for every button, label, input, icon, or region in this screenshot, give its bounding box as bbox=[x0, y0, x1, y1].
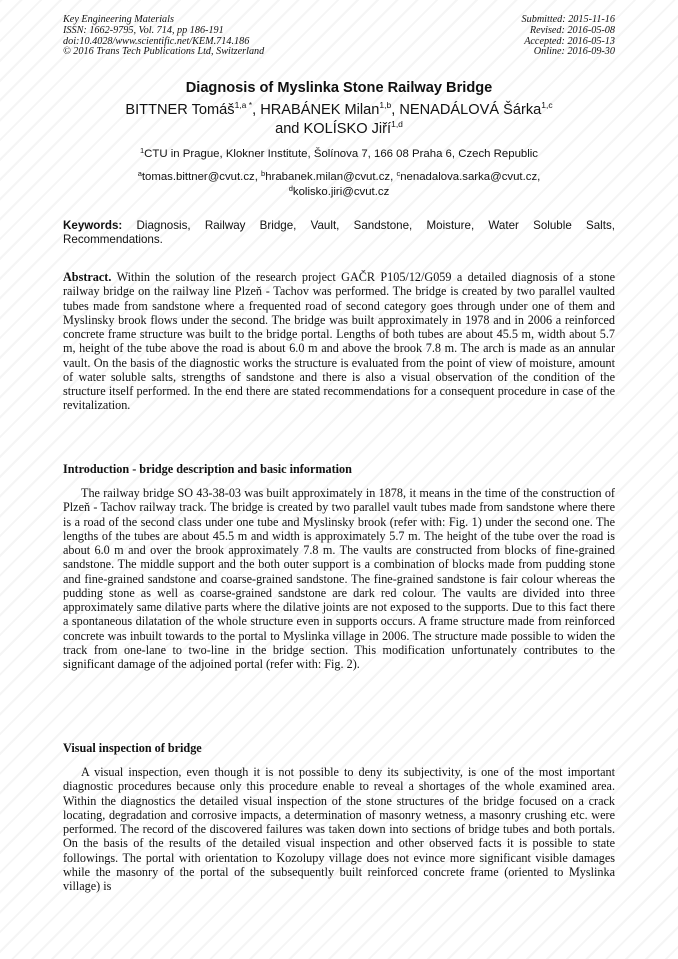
email-line-2 bbox=[0, 185, 678, 200]
affil-mark: 1 bbox=[140, 146, 145, 155]
email-link[interactable]: nenadalova.sarka@cvut.cz, bbox=[400, 171, 541, 183]
abstract-label: Abstract. bbox=[63, 270, 112, 284]
issn-line: ISSN: 1662-9795, Vol. 714, pp 186-191 bbox=[63, 24, 224, 36]
copyright-line: © 2016 Trans Tech Publications Ltd, Switzerland bbox=[63, 46, 265, 58]
keywords-label: Keywords: bbox=[63, 219, 123, 232]
author-name: KOLÍSKO Jiří bbox=[303, 121, 392, 137]
email-mark: a bbox=[137, 169, 142, 178]
email-link[interactable]: tomas.bittner@cvut.cz, bbox=[141, 171, 258, 183]
author-list bbox=[0, 101, 678, 139]
author-affil-mark: 1,a * bbox=[234, 100, 253, 110]
affil-text: CTU in Prague, Klokner Institute, Šolínova 7, 166 08 Praha 6, Czech Republic bbox=[144, 148, 538, 160]
email-line-1 bbox=[0, 170, 678, 185]
doi-line: doi:10.4028/www.scientific.net/KEM.714.186 bbox=[63, 35, 250, 47]
author-line-2 bbox=[0, 120, 678, 139]
email-list bbox=[0, 170, 678, 200]
author-affil-mark: 1,d bbox=[391, 119, 403, 129]
affiliation bbox=[0, 148, 678, 160]
visual-paragraph: A visual inspection, even though it is not possible to deny its subjectivity, is one of the most important diagnostic procedures because only this procedure enable to reveal a shortages of the whole examined area. Within the diagnostics the detailed visual inspection of the stone structures of the bridge focused on a crack locating, degradation and corrosive impacts, a determination of masonry wetness, a masonry crushing etc. were performed. The record of the discovered failures was taken down into sections of bridge tubes and both portals. On the basis of the results of the detailed visual inspection and other observed facts it is possible to state followings. The portal with orientation to Kozolupy village does not evince more significant visible damages while the masonry of the portal of the subsequently built reinforced concrete frame (oriented to Myslinka village) is bbox=[63, 765, 615, 893]
email-link[interactable]: hrabanek.milan@cvut.cz, bbox=[265, 171, 394, 183]
author-affil-mark: 1,b bbox=[379, 100, 392, 110]
author-line-1: BITTNER Tomáš$^{1,a *}$, HRABÁNEK Milan$^{1,b}$, NENADÁLOVÁ Šárka$^{1,c}$ bbox=[125, 100, 553, 118]
author-name: HRABÁNEK Milan bbox=[260, 102, 380, 118]
email-mark: d bbox=[288, 184, 293, 193]
accepted-date: Accepted: 2016-05-13 bbox=[524, 35, 615, 47]
keywords-block bbox=[63, 219, 615, 248]
intro-paragraph: The railway bridge SO 43-38-03 was built approximately in 1878, it means in the time of the construction of Plzeň - Tachov railway track. The bridge is created by two parallel vault tubes made from sandstone where there is a road of the second class under one tube and Myslinsky brook (refer with: Fig. 1) under the second one. The lengths of the tubes are about 45.5 m and width is approximately 5.7 m. The height of the tube over the road is about 6.0 m and over the brook approximately 7.8 m. The vaults are constructed from blocks of fine-grained sandstone. The middle support and the both outer support is a combination of blocks made from pudding stone and fine-grained sandstone and coarse-grained sandstone. The fine-grained sandstone is fair colour whereas the pudding stone as well as coarse-grained sandstone are dark red colour. The vaults are divided into three approximately same dilative parts where the dilative joints are not exposed to the supports. Due to this fact there a spontaneous dilatation of the whole structure even in supports occurs. A frame structure made from reinforced concrete was inbuilt towards to the portal to Myslinka village in 2006. The structure made possible to widen the track from one-lane to two-line in the bridge section. This modification unfortunately contributes to the significant damage of the adjoined portal (refer with: Fig. 2). bbox=[63, 486, 615, 671]
header-dates bbox=[522, 15, 615, 58]
email-link[interactable]: kolisko.jiri@cvut.cz bbox=[292, 186, 390, 198]
paper-title: Diagnosis of Myslinka Stone Railway Bridge bbox=[185, 80, 493, 96]
section-heading-visual: Visual inspection of bridge bbox=[63, 741, 202, 755]
revised-date: Revised: 2016-05-08 bbox=[529, 24, 615, 36]
section-heading-intro: Introduction - bridge description and basic information bbox=[63, 462, 352, 476]
abstract-text: Within the solution of the research project GAČR P105/12/G059 a detailed diagnosis of a stone railway bridge on the railway line Plzeň - Tachov was performed. The bridge is created by two parallel vaulted tubes made from sandstone where a frequented road of second category goes through under one of them and Myslinsky brook flows under the second. The bridge was built approximately in 1978 and in 2006 a reinforced concrete frame structure was built to the bridge portal. Lengths of both tubes are about 45.5 m, width about 5.7 m, height of the tube above the road is about 6.0 m and above the brook 7.8 m. The arch is made as an annular vault. On the basis of the diagnostic works the structure is evaluated from the point of view of moisture, amount of water soluble salts, strengths of sandstone and there is also a visual observation of the condition of the structure itself performed. In the end there are stated recommendations for a consequent procedure in case of the revitalization. bbox=[63, 270, 615, 413]
journal-name: Key Engineering Materials bbox=[63, 14, 174, 25]
author-affil-mark: 1,c bbox=[541, 100, 553, 110]
email-mark: b bbox=[261, 169, 266, 178]
online-date: Online: 2016-09-30 bbox=[533, 46, 615, 58]
keywords-text: Diagnosis, Railway Bridge, Vault, Sandstone, Moisture, Water Soluble Salts, Recommendations. bbox=[63, 219, 615, 247]
header-publication-info bbox=[63, 15, 264, 58]
email-mark: c bbox=[396, 169, 401, 178]
author-and: and bbox=[275, 121, 300, 137]
author-name: NENADÁLOVÁ Šárka bbox=[399, 102, 542, 118]
submitted-date: Submitted: 2015-11-16 bbox=[521, 14, 615, 25]
author-name: BITTNER Tomáš bbox=[125, 102, 235, 118]
abstract-block bbox=[63, 270, 615, 413]
